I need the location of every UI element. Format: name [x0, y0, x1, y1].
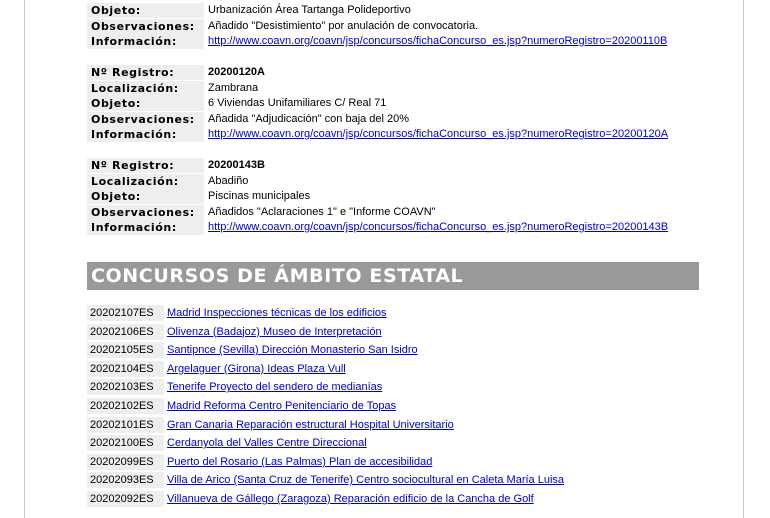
item-link[interactable]: Cerdanyola del Valles Centre Direccional [167, 437, 367, 450]
item-link[interactable]: Santipnce (Sevilla) Dirección Monasterio San Isidro [167, 344, 418, 357]
item-code: 20202102ES [87, 398, 164, 414]
field-label: Nº Registro: [87, 158, 204, 173]
item-code: 20202106ES [87, 324, 164, 340]
item-link[interactable]: Madrid Inspecciones técnicas de los edificios [167, 307, 387, 319]
field-value: Añadido "Desistimiento" por anulación de convocatoria. [208, 19, 479, 32]
field-label: Objeto: [87, 96, 204, 111]
registro-number: 20200120A [208, 66, 265, 78]
item-link[interactable]: Gran Canaria Reparación estructural Hospital Universitario [167, 418, 454, 431]
field-label: Información: [87, 220, 204, 235]
field-value: Añadida "Adjudicación" con baja del 20% [208, 112, 410, 125]
field-label: Localización: [87, 174, 204, 189]
info-link[interactable]: http://www.coavn.org/coavn/jsp/concursos/fichaConcurso_es.jsp?numeroRegistro=20200143B [208, 221, 669, 233]
item-code: 20202104ES [87, 361, 164, 377]
registro-number: 20200143B [208, 159, 265, 171]
field-value: Añadidos "Aclaraciones 1" e "Informe COAVN" [208, 205, 436, 218]
item-link[interactable]: Villanueva de Gállego (Zaragoza) Reparación edificio de la Cancha de Golf [167, 492, 534, 505]
field-label: Observaciones: [87, 19, 204, 34]
item-link[interactable]: Argelaguer (Girona) Ideas Plaza Vull [167, 362, 346, 375]
field-label: Observaciones: [87, 205, 204, 220]
field-label: Objeto: [87, 189, 204, 204]
field-value: Zambrana [208, 81, 259, 94]
item-code: 20202101ES [87, 417, 164, 433]
item-link[interactable]: Puerto del Rosario (Las Palmas) Plan de accesibilidad [167, 455, 433, 468]
item-code: 20202103ES [87, 379, 164, 395]
field-value: Piscinas municipales [208, 190, 311, 202]
item-link[interactable]: Villa de Arico (Santa Cruz de Tenerife) Centro sociocultural en Caleta María Luisa [167, 474, 565, 487]
item-link[interactable]: Madrid Reforma Centro Penitenciario de Topas [167, 399, 397, 412]
section-title: CONCURSOS DE ÁMBITO ESTATAL [87, 262, 699, 290]
item-code: 20202100ES [87, 435, 164, 451]
info-link[interactable]: http://www.coavn.org/coavn/jsp/concursos/fichaConcurso_es.jsp?numeroRegistro=20200120A [208, 128, 669, 140]
item-link[interactable]: Tenerife Proyecto del sendero de medianías [167, 381, 383, 394]
field-label: Información: [87, 127, 204, 142]
item-code: 20202107ES [87, 305, 164, 321]
item-link[interactable]: Olivenza (Badajoz) Museo de Interpretación [167, 325, 382, 338]
field-label: Objeto: [87, 3, 204, 18]
field-value: Urbanización Área Tartanga Polideportivo [208, 4, 411, 16]
item-code: 20202093ES [87, 472, 164, 488]
item-code: 20202092ES [87, 491, 164, 507]
field-label: Información: [87, 34, 204, 49]
field-label: Localización: [87, 81, 204, 96]
item-code: 20202105ES [87, 342, 164, 358]
field-value: Abadiño [208, 174, 249, 187]
field-label: Nº Registro: [87, 65, 204, 80]
field-value: 6 Viviendas Unifamiliares C/ Real 71 [208, 97, 387, 109]
item-code: 20202099ES [87, 454, 164, 470]
field-label: Observaciones: [87, 112, 204, 127]
info-link[interactable]: http://www.coavn.org/coavn/jsp/concursos/fichaConcurso_es.jsp?numeroRegistro=20200110B [208, 35, 668, 47]
